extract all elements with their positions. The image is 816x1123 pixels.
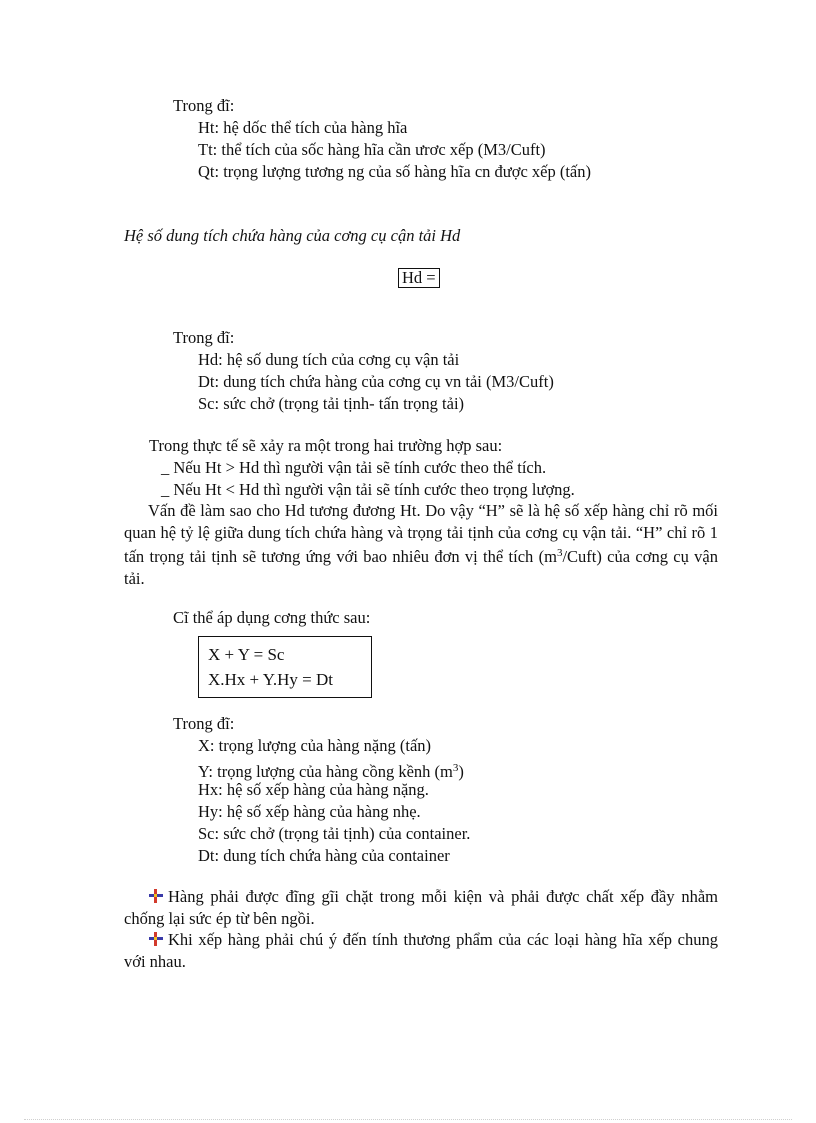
- block3-item-y-superscript: 3: [452, 762, 459, 774]
- equations-box: [198, 636, 372, 698]
- paragraph-text: Vấn đề làm sao cho Hd tương đương Ht. Do vậy “H” sẽ là hệ số xếp hàng chỉ rõ mối quan hệ tỷ lệ giữa dung tích chứa hàng và trọng tải tịnh của cơng cụ vận tải. “H” chỉ rõ 1 tấn trọng tải tịnh sẽ tương ứng với bao nhiêu đơn vị thể tích (m: [124, 501, 718, 566]
- block1-item-tt: Tt: thể tích của sốc hàng hĩa cần ưrơc xếp (M3/Cuft): [198, 140, 546, 159]
- block3-item-hx: Hx: hệ số xếp hàng của hàng nặng.: [198, 780, 429, 799]
- bullet-compatibility: [124, 929, 718, 972]
- block3-item-x: X: trọng lượng của hàng nặng (tấn): [198, 736, 432, 755]
- paragraph-text-end: /Cuft) của cơng cụ vận tải.: [124, 547, 718, 588]
- block1-item-qt: Qt: trọng lượng tương ng của số hàng hĩa cn được xếp (tấn): [198, 162, 592, 181]
- apply-intro: Cĩ thể áp dụng cơng thức sau:: [173, 608, 371, 627]
- hd-formula-box: [398, 268, 440, 288]
- bullet-compatibility-text: Khi xếp hàng phải chú ý đến tính thương phẩm của các loại hàng hĩa xếp chung với nhau.: [124, 930, 718, 971]
- bullet-packing-text: Hàng phải được đĩng gĩi chặt trong mỗi kiện và phải được chất xếp đầy nhằm chống lại sức ép từ bên ngồi.: [124, 887, 718, 928]
- stowage-factor-paragraph: [124, 500, 718, 589]
- section-title: Hệ số dung tích chứa hàng của cơng cụ cận tải Hd: [124, 226, 461, 245]
- case-volume: _ Nếu Ht > Hd thì người vận tải sẽ tính cước theo thể tích.: [161, 458, 547, 477]
- block3-item-y-close: ): [458, 762, 464, 781]
- case-weight: _ Nếu Ht < Hd thì người vận tải sẽ tính cước theo trọng lượng.: [161, 480, 575, 499]
- paragraph-superscript: 3: [556, 547, 563, 559]
- equation-2: X.Hx + Y.Hy = Dt: [208, 670, 333, 689]
- block2-heading: Trong đĩ:: [173, 328, 235, 347]
- equation-1: X + Y = Sc: [208, 645, 285, 664]
- block2-item-hd: Hd: hệ số dung tích của cơng cụ vận tải: [198, 350, 460, 369]
- block3-item-y-text: Y: trọng lượng của hàng cồng kềnh (m: [198, 762, 453, 781]
- pushpin-cross-icon: [148, 931, 164, 947]
- block2-item-dt: Dt: dung tích chứa hàng của cơng cụ vn tải (M3/Cuft): [198, 372, 554, 391]
- block2-item-sc: Sc: sức chở (trọng tải tịnh- tấn trọng tải): [198, 394, 465, 413]
- block3-heading: Trong đĩ:: [173, 714, 235, 733]
- hd-formula-label: Hd =: [402, 268, 436, 287]
- cases-intro: Trong thực tế sẽ xảy ra một trong hai trường hợp sau:: [149, 436, 503, 455]
- pushpin-cross-icon: [148, 888, 164, 904]
- block3-item-dt: Dt: dung tích chứa hàng của container: [198, 846, 450, 865]
- bullet-packing: [124, 886, 718, 929]
- block3-item-sc: Sc: sức chở (trọng tải tịnh) của container.: [198, 824, 471, 843]
- block1-item-ht: Ht: hệ dốc thể tích của hàng hĩa: [198, 118, 408, 137]
- block3-item-y: [198, 758, 464, 782]
- page-bottom-border: [24, 1119, 792, 1120]
- block3-item-hy: Hy: hệ số xếp hàng của hàng nhẹ.: [198, 802, 421, 821]
- block1-heading: Trong đĩ:: [173, 96, 235, 115]
